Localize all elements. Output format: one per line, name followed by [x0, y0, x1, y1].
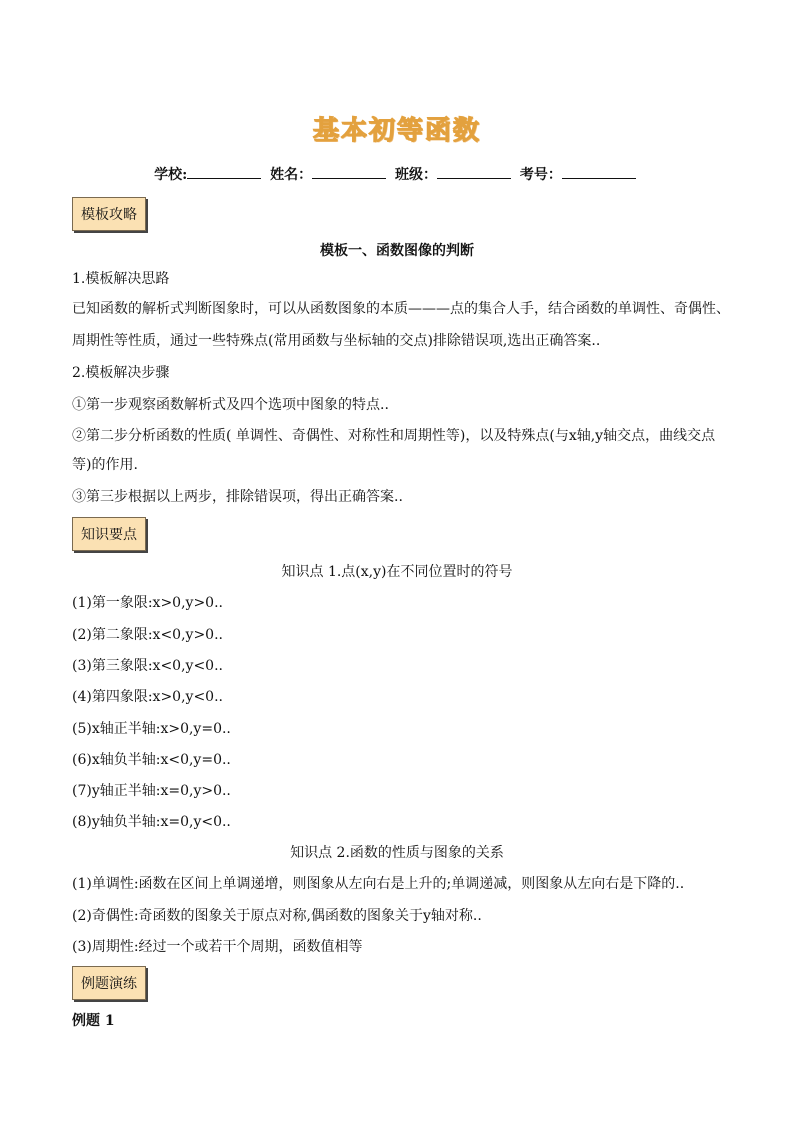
step-2-line2: 等)的作用. — [72, 457, 138, 473]
idea-text-line1: 已知函数的解析式判断图象时，可以从函数图象的本质———点的集合人手，结合函数的单调性、奇偶性、 — [72, 301, 730, 317]
idea-title: 1.模板解决思路 — [72, 271, 170, 287]
example-practice-tag: 例题演练 — [72, 966, 146, 1000]
knowledge1-item: (6)x轴负半轴:x<0,y=0.. — [72, 752, 231, 768]
template1-heading: 模板一、函数图像的判断 — [320, 243, 474, 259]
example-1-label: 例题 1 — [72, 1013, 115, 1029]
knowledge2-item: (3)周期性:经过一个或若干个周期，函数值相等 — [72, 939, 363, 955]
step-2-line1: ②第二步分析函数的性质( 单调性、奇偶性、对称性和周期性等)，以及特殊点(与x轴,y轴交点，曲线交点 — [72, 428, 716, 444]
document-title: 基本初等函数 — [312, 116, 481, 146]
knowledge1-item: (1)第一象限:x>0,y>0.. — [72, 595, 223, 611]
name-blank — [312, 164, 386, 179]
knowledge1-item: (3)第三象限:x<0,y<0.. — [72, 658, 223, 674]
knowledge1-item: (4)第四象限:x>0,y<0.. — [72, 689, 223, 705]
knowledge2-item: (2)奇偶性:奇函数的图象关于原点对称,偶函数的图象关于y轴对称.. — [72, 908, 482, 924]
knowledge1-heading: 知识点 1.点(x,y)在不同位置时的符号 — [281, 564, 513, 580]
name-label: 姓名： — [270, 167, 313, 183]
school-blank — [187, 164, 261, 179]
step-1: ①第一步观察函数解析式及四个选项中图象的特点.. — [72, 397, 389, 413]
template-strategy-tag: 模板攻略 — [72, 197, 146, 231]
steps-title: 2.模板解决步骤 — [72, 365, 170, 381]
exam-number-label: 考号： — [519, 167, 562, 183]
student-info-line — [0, 164, 794, 184]
class-blank — [437, 164, 511, 179]
class-label: 班级： — [395, 167, 438, 183]
exam-number-blank — [562, 164, 636, 179]
knowledge1-item: (7)y轴正半轴:x=0,y>0.. — [72, 783, 231, 799]
knowledge2-item: (1)单调性:函数在区间上单调递增，则图象从左向右是上升的;单调递减，则图象从左向右是下降的.. — [72, 876, 685, 892]
knowledge1-item: (2)第二象限:x<0,y>0.. — [72, 627, 223, 643]
knowledge-points-tag: 知识要点 — [72, 517, 146, 551]
idea-text-line2: 周期性等性质，通过一些特殊点(常用函数与坐标轴的交点)排除错误项,选出正确答案.. — [72, 333, 601, 349]
school-label: 学校: — [154, 167, 188, 183]
knowledge1-item: (8)y轴负半轴:x=0,y<0.. — [72, 814, 231, 830]
knowledge1-item: (5)x轴正半轴:x>0,y=0.. — [72, 721, 231, 737]
step-3: ③第三步根据以上两步，排除错误项，得出正确答案.. — [72, 489, 403, 505]
knowledge2-heading: 知识点 2.函数的性质与图象的关系 — [290, 845, 504, 861]
